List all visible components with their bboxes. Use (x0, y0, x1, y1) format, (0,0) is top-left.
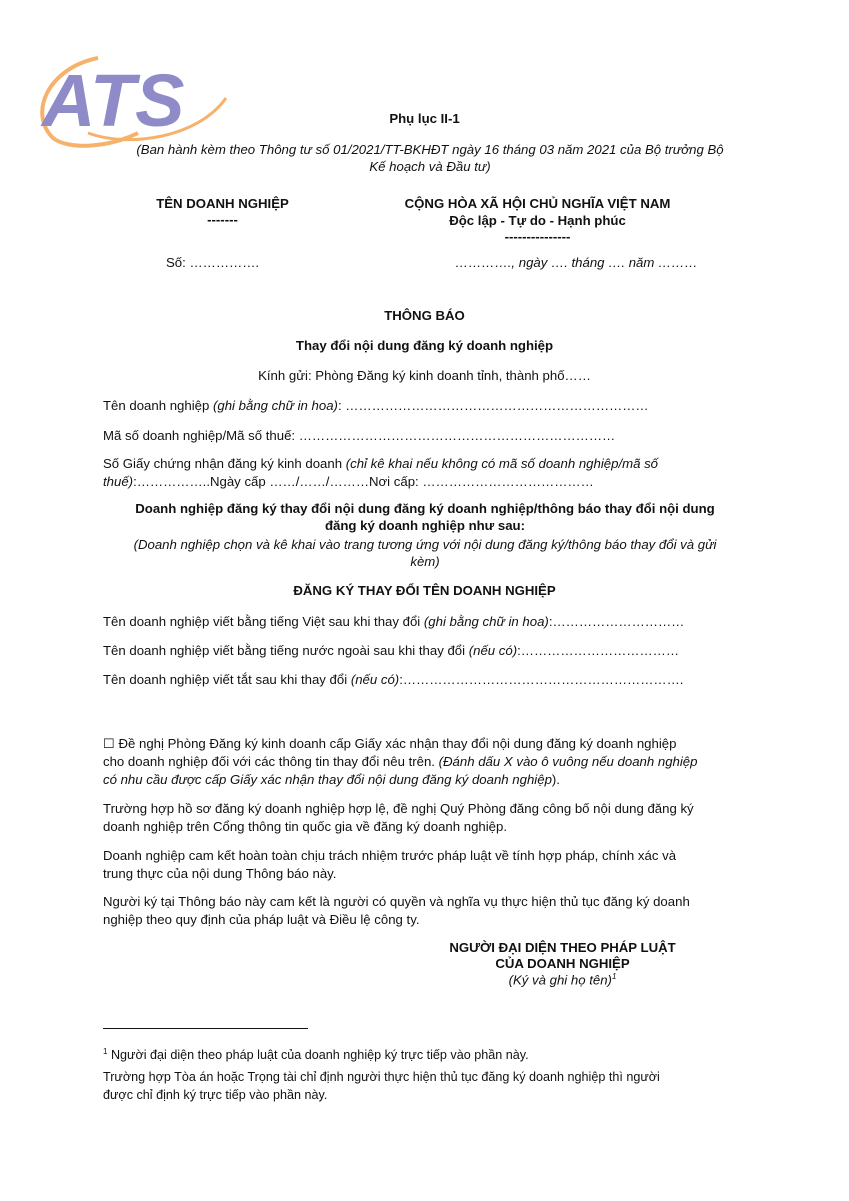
publish-paragraph (103, 800, 753, 836)
tax-code-field: Mã số doanh nghiệp/Mã số thuế: ……………………………………………………………… (103, 428, 616, 443)
vn-name-dots: :………………………… (548, 614, 685, 629)
certificate-field (103, 455, 753, 491)
signer-paragraph (103, 893, 753, 929)
request-checkbox[interactable]: ☐ (103, 736, 115, 751)
request-hint-2: có nhu cầu được cấp Giấy xác nhận thay đổi nội dung đăng ký doanh nghiệp (103, 772, 552, 787)
publish-line1: Trường hợp hồ sơ đăng ký doanh nghiệp hợp lệ, đề nghị Quý Phòng đăng công bố nội dung đăng ký (103, 801, 694, 816)
signature-line2: CỦA DOANH NGHIỆP (495, 956, 630, 971)
signature-hint-text: (Ký và ghi họ tên) (508, 972, 612, 988)
commit-line1: Doanh nghiệp cam kết hoàn toàn chịu trách nhiệm trước pháp luật về tính hợp pháp, chính xác và (103, 848, 677, 863)
signer-line2: nghiệp theo quy định của pháp luật và Điều lệ công ty. (103, 912, 420, 927)
footnote-line1: Người đại diện theo pháp luật của doanh nghiệp ký trực tiếp vào phần này. (107, 1048, 529, 1063)
signature-hint (420, 972, 705, 987)
intro-line2: đăng ký doanh nghiệp như sau: (324, 518, 526, 533)
company-name-dots: : …………………………………………………………… (337, 398, 649, 413)
request-end: ). (551, 772, 560, 787)
abbr-name-hint: (nếu có) (350, 672, 400, 687)
appendix-note-line1: (Ban hành kèm theo Thông tư số 01/2021/TT-BKHĐT ngày 16 tháng 03 năm 2021 của Bộ trưởng Bộ (136, 142, 724, 157)
certificate-hint: (chỉ kê khai nếu không có mã số doanh nghiệp/mã số (345, 456, 659, 471)
company-dash: ------- (207, 212, 238, 227)
foreign-name-hint: (nếu có) (468, 643, 518, 658)
company-name-heading: TÊN DOANH NGHIỆP (156, 196, 289, 211)
intro-hint (80, 536, 770, 570)
abbr-name-field (103, 671, 753, 689)
recipient-line: Kính gửi: Phòng Đăng ký kinh doanh tỉnh, thành phố…… (258, 368, 591, 383)
abbr-name-label: Tên doanh nghiệp viết tắt sau khi thay đổi (103, 672, 351, 687)
vn-name-hint: (ghi bằng chữ in hoa) (423, 614, 549, 629)
intro-hint2: kèm) (410, 554, 440, 569)
signer-line1: Người ký tại Thông báo này cam kết là người có quyền và nghĩa vụ thực hiện thủ tục đăng ký doanh (103, 894, 690, 909)
ats-logo (28, 38, 238, 156)
commit-line2: trung thực của nội dung Thông báo này. (103, 866, 337, 881)
vn-name-field (103, 613, 753, 631)
document-number: Số: ……………. (166, 255, 260, 270)
company-name-field (103, 397, 753, 415)
footnote-marker: 1 (103, 1047, 108, 1056)
appendix-note-line2: Kế hoạch và Đầu tư) (369, 159, 491, 174)
commit-paragraph (103, 847, 753, 883)
foreign-name-field (103, 642, 753, 660)
certificate-label: Số Giấy chứng nhận đăng ký kinh doanh (103, 456, 346, 471)
signature-footnote-ref: 1 (611, 972, 617, 981)
certificate-hint-2: thuế) (103, 474, 134, 489)
abbr-name-dots: :………………………………………………………. (399, 672, 684, 687)
request-line2: cho doanh nghiệp đối với các thông tin thay đổi nêu trên. (103, 754, 439, 769)
intro-hint1: (Doanh nghiệp chọn và kê khai vào trang tương ứng với nội dung đăng ký/thông báo thay đổi và gửi (133, 537, 717, 552)
intro-heading (80, 500, 770, 534)
foreign-name-dots: :……………………………… (517, 643, 680, 658)
certificate-request (103, 735, 753, 789)
nation-heading: CỘNG HÒA XÃ HỘI CHỦ NGHĨA VIỆT NAM (404, 196, 671, 211)
request-hint: (Đánh dấu X vào ô vuông nếu doanh nghiệp (438, 754, 698, 769)
company-name-label: Tên doanh nghiệp (103, 398, 213, 413)
date-line: …………., ngày …. tháng …. năm ……… (455, 255, 698, 270)
appendix-note (90, 141, 770, 175)
certificate-rest: :……………..Ngày cấp ……/……/………Nơi cấp: ………………………………… (133, 474, 594, 489)
section-title: ĐĂNG KÝ THAY ĐỔI TÊN DOANH NGHIỆP (293, 583, 556, 598)
publish-line2: doanh nghiệp trên Cổng thông tin quốc gia về đăng ký doanh nghiệp. (103, 819, 508, 834)
company-name-hint: (ghi bằng chữ in hoa) (213, 398, 338, 413)
footnote-line2: Trường hợp Tòa án hoặc Trọng tài chỉ định người thực hiện thủ tục đăng ký doanh nghiệp thì người (103, 1070, 660, 1085)
footnote (103, 1043, 753, 1104)
signature-line1: NGƯỜI ĐẠI DIỆN THEO PHÁP LUẬT (449, 940, 676, 955)
vn-name-label: Tên doanh nghiệp viết bằng tiếng Việt sau khi thay đổi (103, 614, 424, 629)
notice-subtitle: Thay đổi nội dung đăng ký doanh nghiệp (295, 338, 554, 353)
logo-text: ATS (42, 59, 185, 142)
intro-line1: Doanh nghiệp đăng ký thay đổi nội dung đăng ký doanh nghiệp/thông báo thay đổi nội dung (135, 501, 715, 516)
footnote-line3: được chỉ định ký trực tiếp vào phần này. (103, 1088, 328, 1103)
footnote-separator (103, 1028, 308, 1029)
signature-block (420, 940, 705, 972)
foreign-name-label: Tên doanh nghiệp viết bằng tiếng nước ngoài sau khi thay đổi (103, 643, 469, 658)
appendix-title: Phụ lục II-1 (389, 111, 460, 126)
motto: Độc lập - Tự do - Hạnh phúc (449, 213, 626, 228)
notice-title: THÔNG BÁO (384, 308, 465, 323)
request-line1: Đề nghị Phòng Đăng ký kinh doanh cấp Giấy xác nhận thay đổi nội dung đăng ký doanh nghiệp (114, 736, 677, 751)
motto-dash: --------------- (504, 229, 571, 244)
